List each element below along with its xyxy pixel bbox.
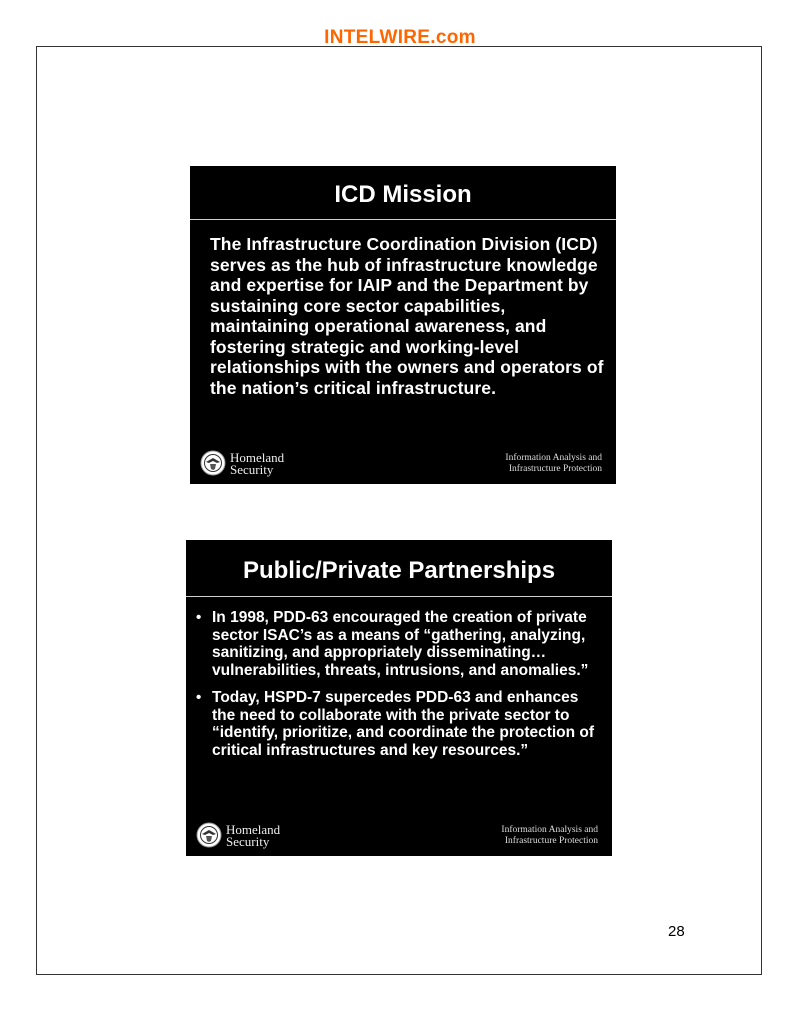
bullet-text: In 1998, PDD-63 encouraged the creation of private sector ISAC’s as a means of “gathering, analyzing, sanitizing, and appropriately disseminating… vulnerabilities, threats, intrusions, and anomalies.”: [212, 609, 589, 679]
slide-footer: [190, 450, 616, 480]
unit-name: [501, 825, 598, 847]
bullet-icon: •: [196, 609, 202, 626]
unit-line-1: Information Analysis and: [505, 453, 602, 463]
org-name: [226, 824, 280, 848]
watermark-intelwire: INTELWIRE.com: [324, 27, 476, 48]
unit-line-1: Information Analysis and: [501, 825, 598, 835]
unit-line-2: Infrastructure Protection: [508, 464, 602, 474]
org-name: [230, 452, 284, 476]
dhs-seal-icon: [196, 822, 222, 848]
org-line-1: Homeland: [230, 450, 285, 465]
bullet-icon: •: [196, 689, 202, 706]
org-line-2: Security: [230, 462, 274, 477]
slide-body-text: The Infrastructure Coordination Division (ICD) serves as the hub of infrastructure knowledge and expertise for IAIP and the Department by sustaining core sector capabilities, maintaining operational awareness, and fostering strategic and working-level relationships with the owners and operators of the nation’s critical infrastructure.: [210, 234, 604, 398]
slide-icd-mission: [190, 166, 616, 484]
slide-footer: [186, 822, 612, 852]
bullet-list: [186, 597, 612, 759]
slide-title: Public/Private Partnerships: [242, 557, 556, 584]
org-line-1: Homeland: [226, 822, 281, 837]
org-line-2: Security: [226, 834, 270, 849]
list-item: [192, 689, 602, 759]
slide-public-private-partnerships: [186, 540, 612, 856]
page-number: 28: [668, 923, 685, 940]
unit-line-2: Infrastructure Protection: [504, 836, 598, 846]
slide-title: ICD Mission: [334, 181, 472, 208]
bullet-text: Today, HSPD-7 supercedes PDD-63 and enhances the need to collaborate with the private sector to “identify, prioritize, and coordinate the protection of critical infrastructures and key resources.”: [212, 689, 595, 759]
unit-name: [505, 453, 602, 475]
dhs-seal-icon: [200, 450, 226, 476]
list-item: [192, 609, 602, 679]
